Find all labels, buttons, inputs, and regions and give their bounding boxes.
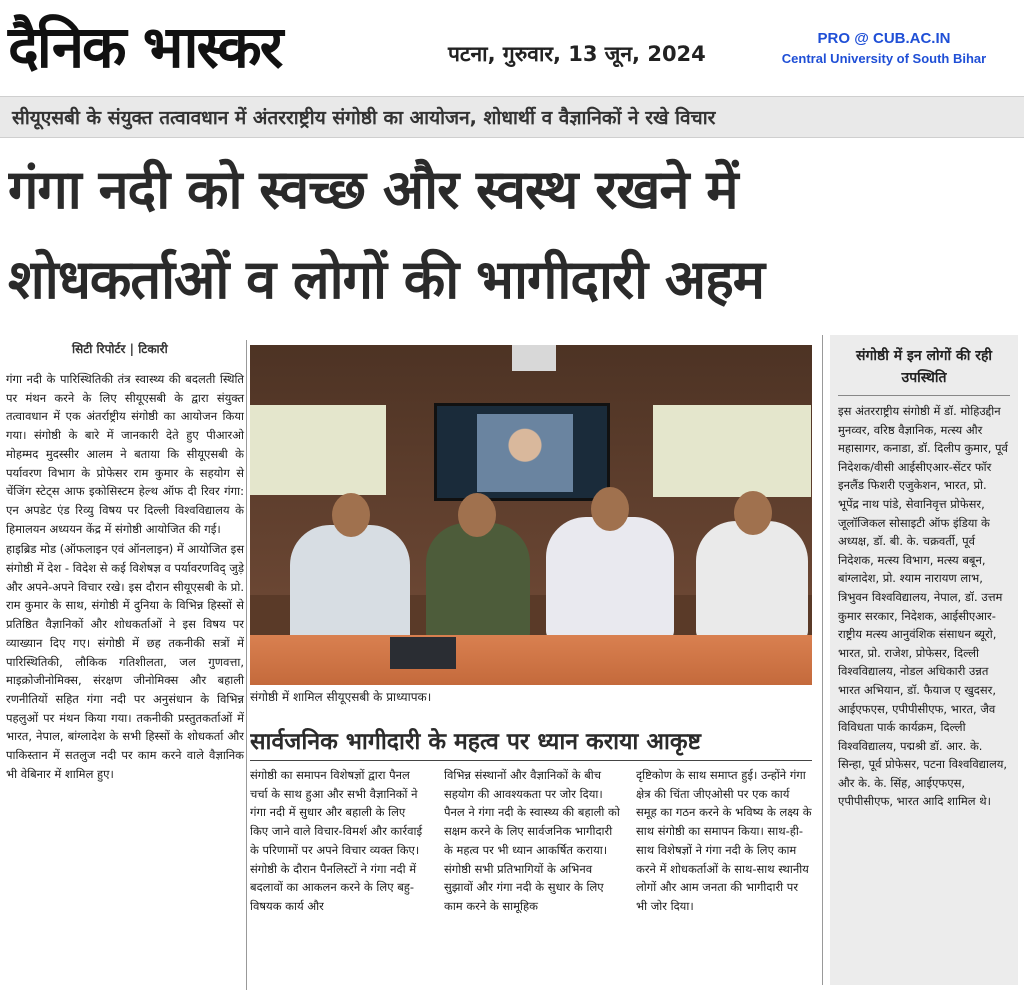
article-column-3: दृष्टिकोण के साथ समाप्त हुई। उन्होंने गंगा क्षेत्र की चिंता जीएओसी पर एक कार्य समूह का गठन करने के भविष्य के लक्ष्य के साथ संगोष्ठी का समापन किया। साथ-ही-साथ विशेषज्ञों ने गंगा नदी के लिए काम करने में शोधकर्ताओं के साथ-साथ स्थानीय लोगों और आम जनता की भागीदारी पर भी जोर दिया। bbox=[636, 768, 812, 913]
pro-stamp-email: PRO @ CUB.AC.IN bbox=[817, 30, 951, 47]
section-rule bbox=[250, 760, 812, 761]
article-column-2: विभिन्न संस्थानों और वैज्ञानिकों के बीच सहयोग की आवश्यकता पर जोर दिया। पैनल ने गंगा नदी के स्वास्थ्य की बहाली को सक्षम करने के लिए सार्वजनिक भागीदारी के महत्व पर भी ध्यान आकर्षित कराया। संगोष्ठी सभी प्रतिभागियों के अभिनव सुझावों और गंगा नदी के सुधार के लिए काम करने के सामूहिक bbox=[444, 768, 620, 913]
paragraph: गंगा नदी के पारिस्थितिकी तंत्र स्वास्थ्य की बदलती स्थिति पर मंथन करने के लिए सीयूएसबी के द्वारा संयुक्त तत्वावधान में एक अंतर्राष्ट्रीय संगोष्ठी का आयोजन किया गया। संगोष्ठी के बारे में जानकारी देते हुए पीआरओ मोहम्मद मुदस्सीर आलम ने बताया कि सीयूएसबी के पर्यावरण विभाग के प्रोफेसर राम कुमार के सहयोग से चेंजिंग स्टेट्स आफ इकोसिस्टम हेल्थ ऑफ दी रिवर गंगा: एन अपडेट एंड रिव्यु विषय पर दिल्ली विश्वविद्यालय के हिमालयन अध्ययन केंद्र में संगोष्ठी आयोजित की गई। bbox=[6, 372, 244, 536]
section-heading: सार्वजनिक भागीदारी के महत्व पर ध्यान कराया आकृष्ट bbox=[250, 729, 701, 755]
column-divider bbox=[246, 340, 247, 990]
headline-line-2: शोधकर्ताओं व लोगों की भागीदारी अहम bbox=[8, 248, 765, 311]
panelist-figure bbox=[696, 521, 808, 641]
dateline: पटना, गुरुवार, 13 जून, 2024 bbox=[448, 42, 706, 66]
photo-caption: संगोष्ठी में शामिल सीयूएसबी के प्राध्यापक। bbox=[250, 690, 432, 704]
panelist-head bbox=[458, 493, 496, 537]
seminar-photo bbox=[250, 345, 812, 685]
left-column-text bbox=[6, 370, 244, 785]
byline: सिटी रिपोर्टर | टिकारी bbox=[72, 342, 168, 356]
remote-speaker-video bbox=[477, 414, 573, 492]
panelist-head bbox=[591, 487, 629, 531]
panelist-head bbox=[734, 491, 772, 535]
ceiling-light bbox=[512, 345, 556, 371]
panelist-figure bbox=[426, 523, 530, 643]
column-divider bbox=[822, 335, 823, 985]
subheadline: सीयूएसबी के संयुक्त तत्वावधान में अंतरराष्ट्रीय संगोष्ठी का आयोजन, शोधार्थी व वैज्ञानिकों ने रखे विचार bbox=[12, 107, 716, 129]
subheadline-bar bbox=[0, 96, 1024, 138]
conference-table bbox=[250, 635, 812, 685]
pro-stamp-university: Central University of South Bihar bbox=[781, 51, 987, 66]
notice-board bbox=[653, 405, 811, 497]
video-call-screen bbox=[434, 403, 610, 501]
headline-line-1: गंगा नदी को स्वच्छ और स्वस्थ रखने में bbox=[8, 158, 738, 221]
panelist-figure bbox=[546, 517, 674, 641]
attendees-sidebar bbox=[830, 335, 1018, 985]
article-column-1: संगोष्ठी का समापन विशेषज्ञों द्वारा पैनल चर्चा के साथ हुआ और सभी वैज्ञानिकों ने गंगा नदी में सुधार और बहाली के लिए किए जाने वाले विचार-विमर्श और कार्रवाई के परिणामों पर अपने विचार व्यक्त किए। संगोष्ठी के दौरान पैनलिस्टों ने गंगा नदी में बदलावों का आकलन करने के लिए बहु-विषयक कार्य और bbox=[250, 768, 423, 913]
newspaper-name: दैनिक भास्कर bbox=[8, 13, 282, 81]
sidebar-title: संगोष्ठी में इन लोगों की रही उपस्थिति bbox=[838, 345, 1010, 396]
laptop bbox=[390, 637, 456, 669]
paragraph: हाइब्रिड मोड (ऑफलाइन एवं ऑनलाइन) में आयोजित इस संगोष्ठी में देश - विदेश से कई विशेषज्ञ व पर्यावरणविद् जुड़े और अपने-अपने विचार रखे। इस दौरान सीयूएसबी के प्रो. राम कुमार के साथ, संगोष्ठी में दुनिया के विभिन्न हिस्सों से प्रतिष्ठित वैज्ञानिकों और शोधकर्ताओं ने इस विषय पर व्याख्यान दिए गए। संगोष्ठी में छह तकनीकी सत्रों में पारिस्थितिकी, लौकिक गतिशीलता, जल गुणवत्ता, माइक्रोजीनोमिक्स, संरक्षण जीनोमिक्स और बहाली रणनीतियों सहित गंगा नदी पर अनुसंधान के विभिन्न पहलुओं पर मंथन किया गया। तकनीकी प्रस्तुतकर्ताओं में भारत, नेपाल, बांग्लादेश के सभी हिस्सों के शोधकर्ता और पाकिस्तान में सतलुज नदी पर काम करने वाले वैज्ञानिक भी वेबिनार में शामिल हुए। bbox=[6, 542, 244, 781]
pro-stamp bbox=[752, 30, 1016, 66]
sidebar-body: इस अंतरराष्ट्रीय संगोष्ठी में डॉ. मोहिउद्दीन मुनव्वर, वरिष्ठ वैज्ञानिक, मत्स्य और महासागर, कनाडा, डॉ. दिलीप कुमार, पूर्व निदेशक/वीसी आईसीएआर-सेंटर फॉर इनलैंड फिशरी एजुकेशन, भारत, प्रो. भूपेंद्र नाथ पांडे, सेवानिवृत्त प्रोफेसर, जूलॉजिकल सोसाइटी ऑफ इंडिया के अध्यक्ष, डॉ. बी. के. चक्रवर्ती, पूर्व निदेशक, मत्स्य विभाग, मत्स्य बबून, बांग्लादेश, प्रो. श्याम नारायण लाभ, त्रिभुवन विश्वविद्यालय, नेपाल, डॉ. उत्तम कुमार सरकार, निदेशक, आईसीएआर- राष्ट्रीय मत्स्य आनुवंशिक संसाधन ब्यूरो, भारत, प्रो. राजेश, प्रोफेसर, दिल्ली विश्वविद्यालय, नोडल अधिकारी उन्नत भारत अभियान, डॉ. फैयाज ए खुदसर, आईएफएस, एपीपीसीएफ, भारत, जैव विविधता पार्क कार्यक्रम, दिल्ली विश्वविद्यालय, पद्मश्री डॉ. आर. के. सिन्हा, पूर्व प्रोफेसर, पटना विश्वविद्यालय, और के. के. सिंह, आईएफएस, एपीपीसीएफ, भारत आदि शामिल थे। bbox=[838, 404, 1008, 809]
masthead bbox=[8, 4, 428, 90]
panelist-figure bbox=[290, 525, 410, 645]
panelist-head bbox=[332, 493, 370, 537]
notice-board bbox=[250, 405, 386, 495]
